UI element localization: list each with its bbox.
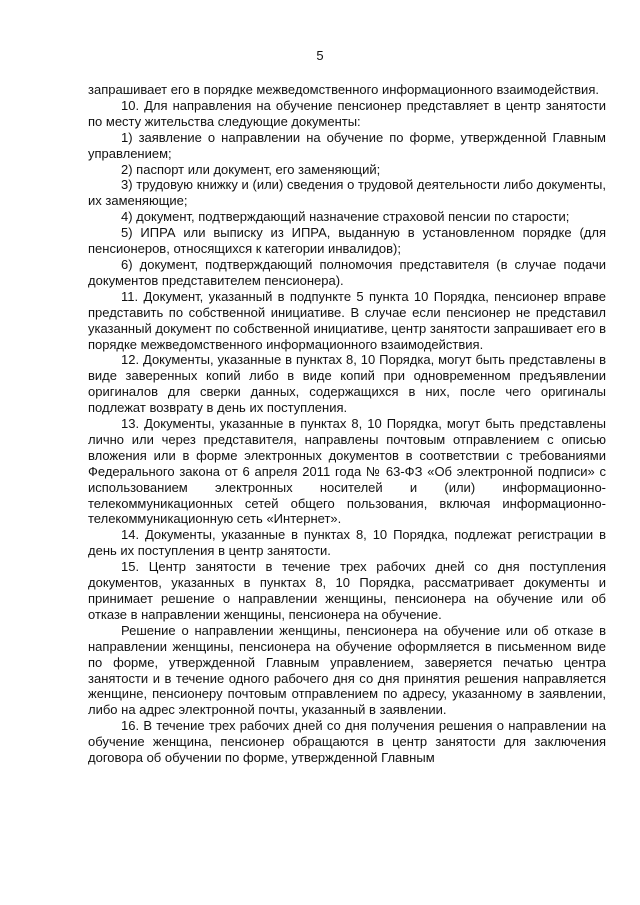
- list-item-3: 3) трудовую книжку и (или) сведения о трудовой деятельности либо документы, их заменяющие;: [88, 177, 606, 209]
- list-item-1: 1) заявление о направлении на обучение по форме, утвержденной Главным управлением;: [88, 129, 606, 161]
- paragraph-16: 16. В течение трех рабочих дней со дня получения решения о направлении на обучение женщина, пенсионер обращаются в центр занятости для заключения договора об обучении по форме, утвержденной Главным: [88, 718, 606, 766]
- list-item-6: 6) документ, подтверждающий полномочия представителя (в случае подачи документов представителем пенсионера).: [88, 256, 606, 288]
- list-item-2: 2) паспорт или документ, его заменяющий;: [121, 161, 381, 177]
- document-body: [88, 82, 606, 766]
- paragraph-15-decision: Решение о направлении женщины, пенсионера на обучение или об отказе в направлении женщины, пенсионера на обучение оформляется в письменном виде по форме, утвержденной Главным управлением, заверяется печатью центра занятости и в течение одного рабочего дня со дня принятия решения направляется женщине, пенсионеру почтовым отправлением по адресу, указанному в заявлении, либо на адрес электронной почты, указанный в заявлении.: [88, 622, 606, 718]
- page-number: 5: [316, 48, 324, 63]
- paragraph-10: 10. Для направления на обучение пенсионер представляет в центр занятости по месту жительства следующие документы:: [88, 97, 606, 129]
- paragraph-12: 12. Документы, указанные в пунктах 8, 10 Порядка, могут быть представлены в виде заверенных копий либо в виде копий при одновременном предъявлении оригиналов для сверки данных, содержащихся в них, после чего оригиналы подлежат возврату в день их поступления.: [88, 352, 606, 416]
- list-item-5: 5) ИПРА или выписку из ИПРА, выданную в установленном порядке (для пенсионеров, относящихся к категории инвалидов);: [88, 225, 606, 257]
- list-item-4: 4) документ, подтверждающий назначение страховой пенсии по старости;: [121, 209, 570, 225]
- paragraph-13: 13. Документы, указанные в пунктах 8, 10 Порядка, могут быть представлены лично или через представителя, направлены почтовым отправлением с описью вложения или в форме электронных документов в соответствии с требованиями Федерального закона от 6 апреля 2011 года № 63-ФЗ «Об электронной подписи» с использованием электронных носителей и (или) информационно-телекоммуникационных сетей общего пользования, включая информационно-телекоммуникационную сеть «Интернет».: [88, 416, 606, 527]
- paragraph-continuation: запрашивает его в порядке межведомственного информационного взаимодействия.: [88, 82, 599, 97]
- paragraph-11: 11. Документ, указанный в подпункте 5 пункта 10 Порядка, пенсионер вправе представить по собственной инициативе. В случае если пенсионер не представил указанный документ по собственной инициативе, центр занятости запрашивает его в порядке межведомственного информационного взаимодействия.: [88, 288, 606, 352]
- paragraph-15: 15. Центр занятости в течение трех рабочих дней со дня поступления документов, указанных в пунктах 8, 10 Порядка, рассматривает документы и принимает решение о направлении женщины, пенсионера на обучение или об отказе в направлении женщины, пенсионера на обучение.: [88, 559, 606, 622]
- paragraph-14: 14. Документы, указанные в пунктах 8, 10 Порядка, подлежат регистрации в день их поступления в центр занятости.: [88, 527, 606, 559]
